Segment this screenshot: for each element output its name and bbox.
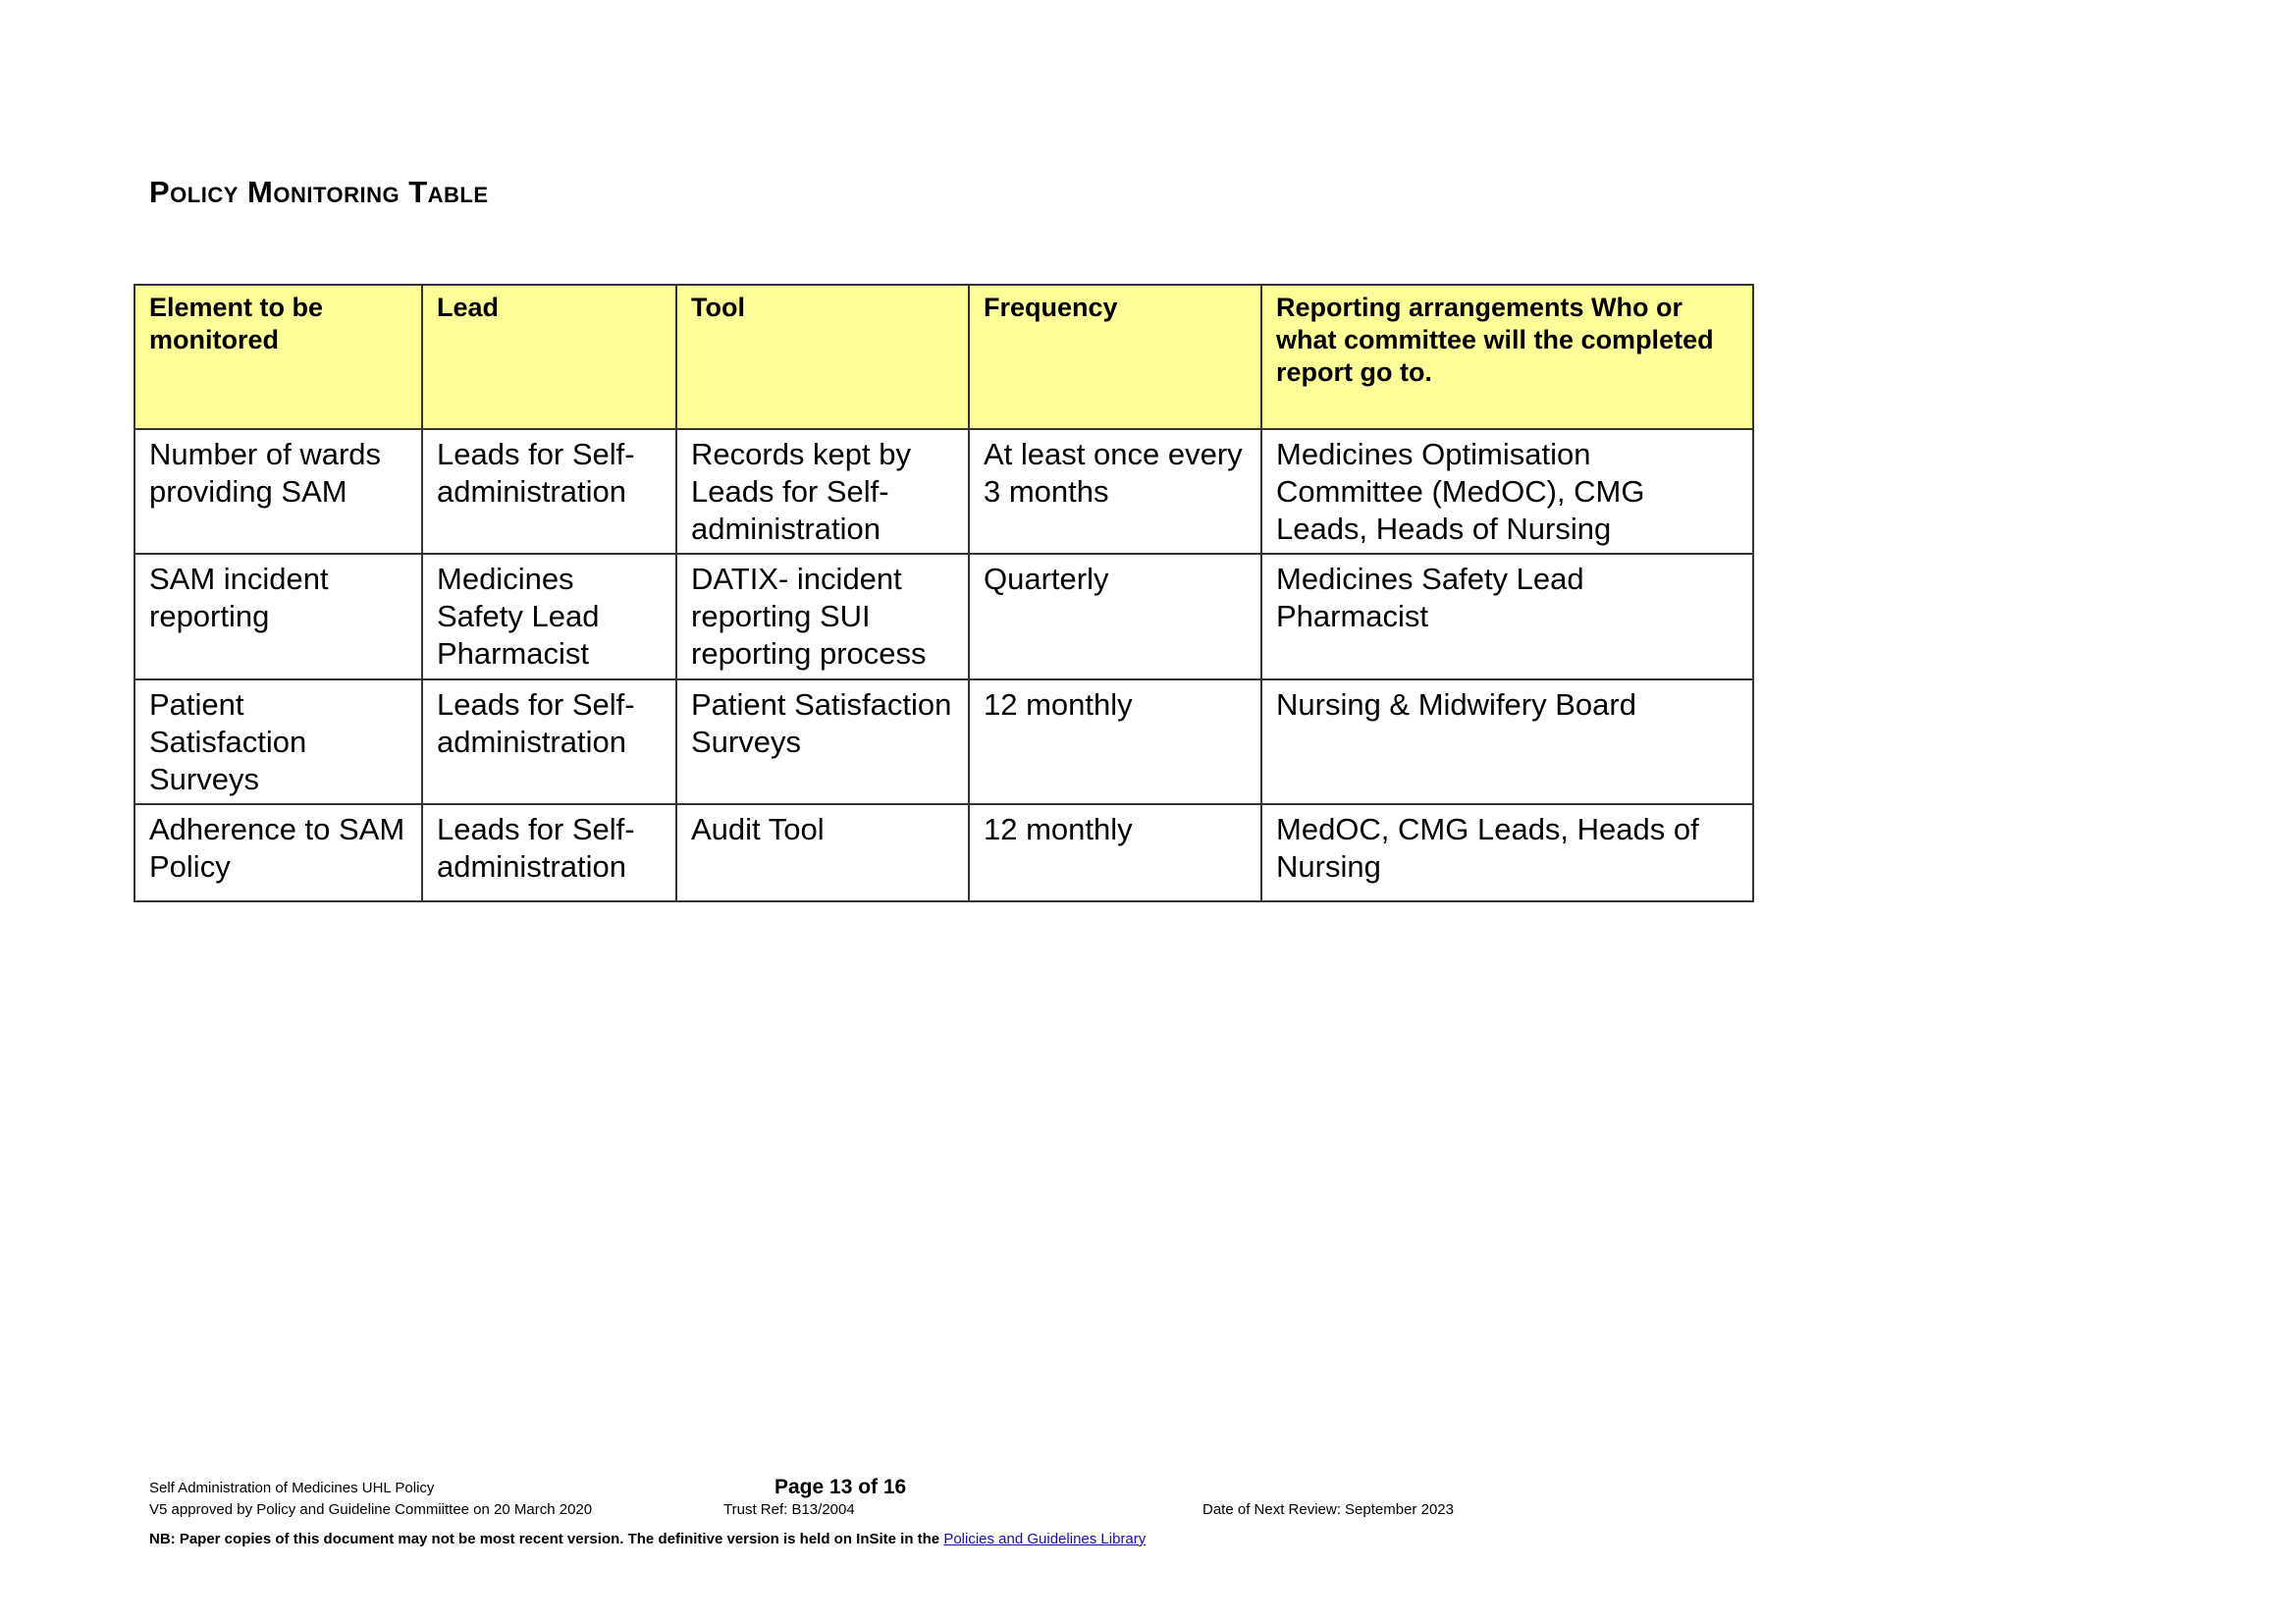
cell-reporting: Medicines Safety Lead Pharmacist — [1261, 554, 1753, 678]
cell-lead: Leads for Self-administration — [422, 429, 676, 554]
cell-frequency: 12 monthly — [969, 679, 1261, 804]
footer-trust-ref: Trust Ref: B13/2004 — [723, 1501, 855, 1518]
table-row — [134, 554, 1753, 678]
cell-frequency: 12 monthly — [969, 804, 1261, 901]
cell-lead: Leads for Self-administration — [422, 804, 676, 901]
cell-reporting: Medicines Optimisation Committee (MedOC), CMG Leads, Heads of Nursing — [1261, 429, 1753, 554]
cell-element: Patient Satisfaction Surveys — [134, 679, 422, 804]
cell-lead: Leads for Self-administration — [422, 679, 676, 804]
cell-frequency: Quarterly — [969, 554, 1261, 678]
header-frequency: Frequency — [969, 285, 1261, 429]
cell-reporting: Nursing & Midwifery Board — [1261, 679, 1753, 804]
policy-monitoring-table — [133, 284, 1754, 902]
cell-tool: Audit Tool — [676, 804, 969, 901]
footer-policy-name: Self Administration of Medicines UHL Policy — [149, 1480, 435, 1496]
header-tool: Tool — [676, 285, 969, 429]
footer-note-text: NB: Paper copies of this document may not be most recent version. The definitive version is held on InSite in the — [149, 1531, 944, 1547]
footer-next-review: Date of Next Review: September 2023 — [1202, 1501, 1454, 1518]
footer-note — [149, 1531, 1916, 1547]
table-row — [134, 804, 1753, 901]
cell-reporting: MedOC, CMG Leads, Heads of Nursing — [1261, 804, 1753, 901]
cell-tool: Records kept by Leads for Self-administration — [676, 429, 969, 554]
page-footer — [149, 1476, 1916, 1547]
cell-element: Adherence to SAM Policy — [134, 804, 422, 901]
footer-page-number: Page 13 of 16 — [774, 1476, 907, 1498]
cell-tool: DATIX- incident reporting SUI reporting process — [676, 554, 969, 678]
cell-element: SAM incident reporting — [134, 554, 422, 678]
policies-library-link[interactable]: Policies and Guidelines Library — [943, 1531, 1147, 1547]
header-element: Element to be monitored — [134, 285, 422, 429]
table-row — [134, 429, 1753, 554]
table-header-row — [134, 285, 1753, 429]
header-reporting: Reporting arrangements Who or what committee will the completed report go to. — [1261, 285, 1753, 429]
cell-element: Number of wards providing SAM — [134, 429, 422, 554]
header-lead: Lead — [422, 285, 676, 429]
cell-frequency: At least once every 3 months — [969, 429, 1261, 554]
table-row — [134, 679, 1753, 804]
page-title: Policy Monitoring Table — [149, 175, 489, 209]
footer-approval: V5 approved by Policy and Guideline Commiittee on 20 March 2020 — [149, 1501, 593, 1518]
cell-tool: Patient Satisfaction Surveys — [676, 679, 969, 804]
cell-lead: Medicines Safety Lead Pharmacist — [422, 554, 676, 678]
